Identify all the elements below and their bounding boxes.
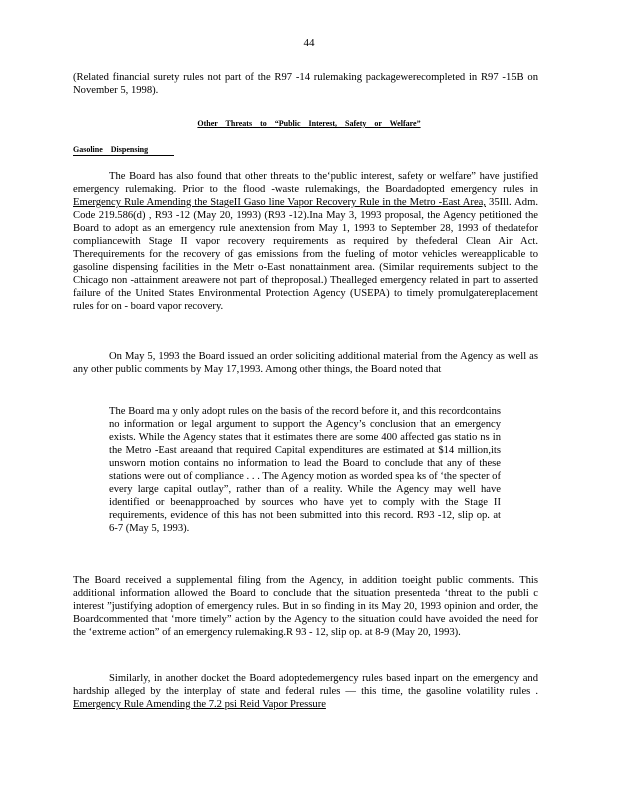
block-quote: The Board ma y only adopt rules on the basis of the record before it, and this recordcontains no information or legal argument to support the Agency’s conclusion that an emergency exists. While the Agency states that it estimates there are some 400 affected gas statio ns in the Metro -East areaand that required Capital expenditures are estimated at $14 million,its unsworn motion contains no information to lead the Board to conclude that any of these stations were out of compliance . . . The Agency motion as worded spea ks of ‘the specter of every large capital outlay”, rather than of a reality. While the Agency may well have identified or beenapproached by sources who have yet to comply with the Stage II requirements, evidence of this has not been submitted into this record. R93 -12, slip op. at 6-7 (May 5, 1993).: [109, 406, 501, 534]
paragraph-supplemental-filing: The Board received a supplemental filing from the Agency, in addition toeight public comments. This additional information allowed the Board to conclude that the situation presenteda ‘threat to the publi c interest ”justifying adoption of emergency rules. But in so finding in its May 20, 1993 opinion and order, the Boardcommented that ‘more timely” action by the Agency to the situation could have avoided the need for the ‘extreme action” of an emergency rulemaking.R 93 - 12, slip op. at 8-9 (May 20, 1993).: [73, 575, 538, 638]
page-number: 44: [303, 37, 315, 49]
paragraph-text: The Board has also found that other threats to the‘public interest, safety or welfare” have justified emergency rulemaking. Prior to the flood -waste rulemakings, the Boardadopted emergency rules in: [73, 171, 538, 195]
paragraph-volatility-rules: [73, 672, 538, 711]
paragraph-text: 35Ill. Adm. Code 219.586(d) , R93 -12 (May 20, 1993) (R93 -12).Ina May 3, 1993 proposal, the Agency petitioned the Board to adopt as an emergency rule anextension from May 1, 1993 to September 28, 1993 of thedatefor compliancewith Stage II vapor recovery requirements as required by thefederal Clean Air Act. Therequirements for the recovery of gas emissions from the fueling of motor vehicles wereapplicable to gasoline dispensing facilities in the Metr o-East nonattainment area. (Similar requirements subject to the Chicago non -attainment areawere not part of theproposal.) Thealleged emergency related in part to asserted failure of the United States Environmental Protection Agency (USEPA) to timely promulgatereplacement rules for on - board vapor recovery.: [73, 197, 538, 312]
paragraph-board-order: On May 5, 1993 the Board issued an order soliciting additional material from the Agency as well as any other public comments by May 17,1993. Among other things, the Board noted that: [73, 351, 538, 375]
case-citation: Emergency Rule Amending the 7.2 psi Reid Vapor Pressure: [73, 699, 326, 710]
paragraph-text: Similarly, in another docket the Board adoptedemergency rules based inpart on the emergency and hardship alleged by the interplay of state and federal rules — this time, the gasoline volatility rules .: [73, 673, 538, 697]
paragraph-gasoline-emergency: [73, 170, 538, 313]
case-citation: Emergency Rule Amending the StageII Gaso line Vapor Recovery Rule in the Metro -East Area,: [73, 197, 487, 208]
section-heading: [0, 117, 618, 130]
section-heading-text: Other Threats to “Public Interest, Safety or Welfare”: [197, 119, 421, 128]
intro-paragraph: (Related financial surety rules not part of the R97 -14 rulemaking packagewerecompleted in R97 -15B on November 5, 1998).: [73, 72, 538, 96]
subheading: Gasoline Dispensing: [73, 145, 174, 156]
